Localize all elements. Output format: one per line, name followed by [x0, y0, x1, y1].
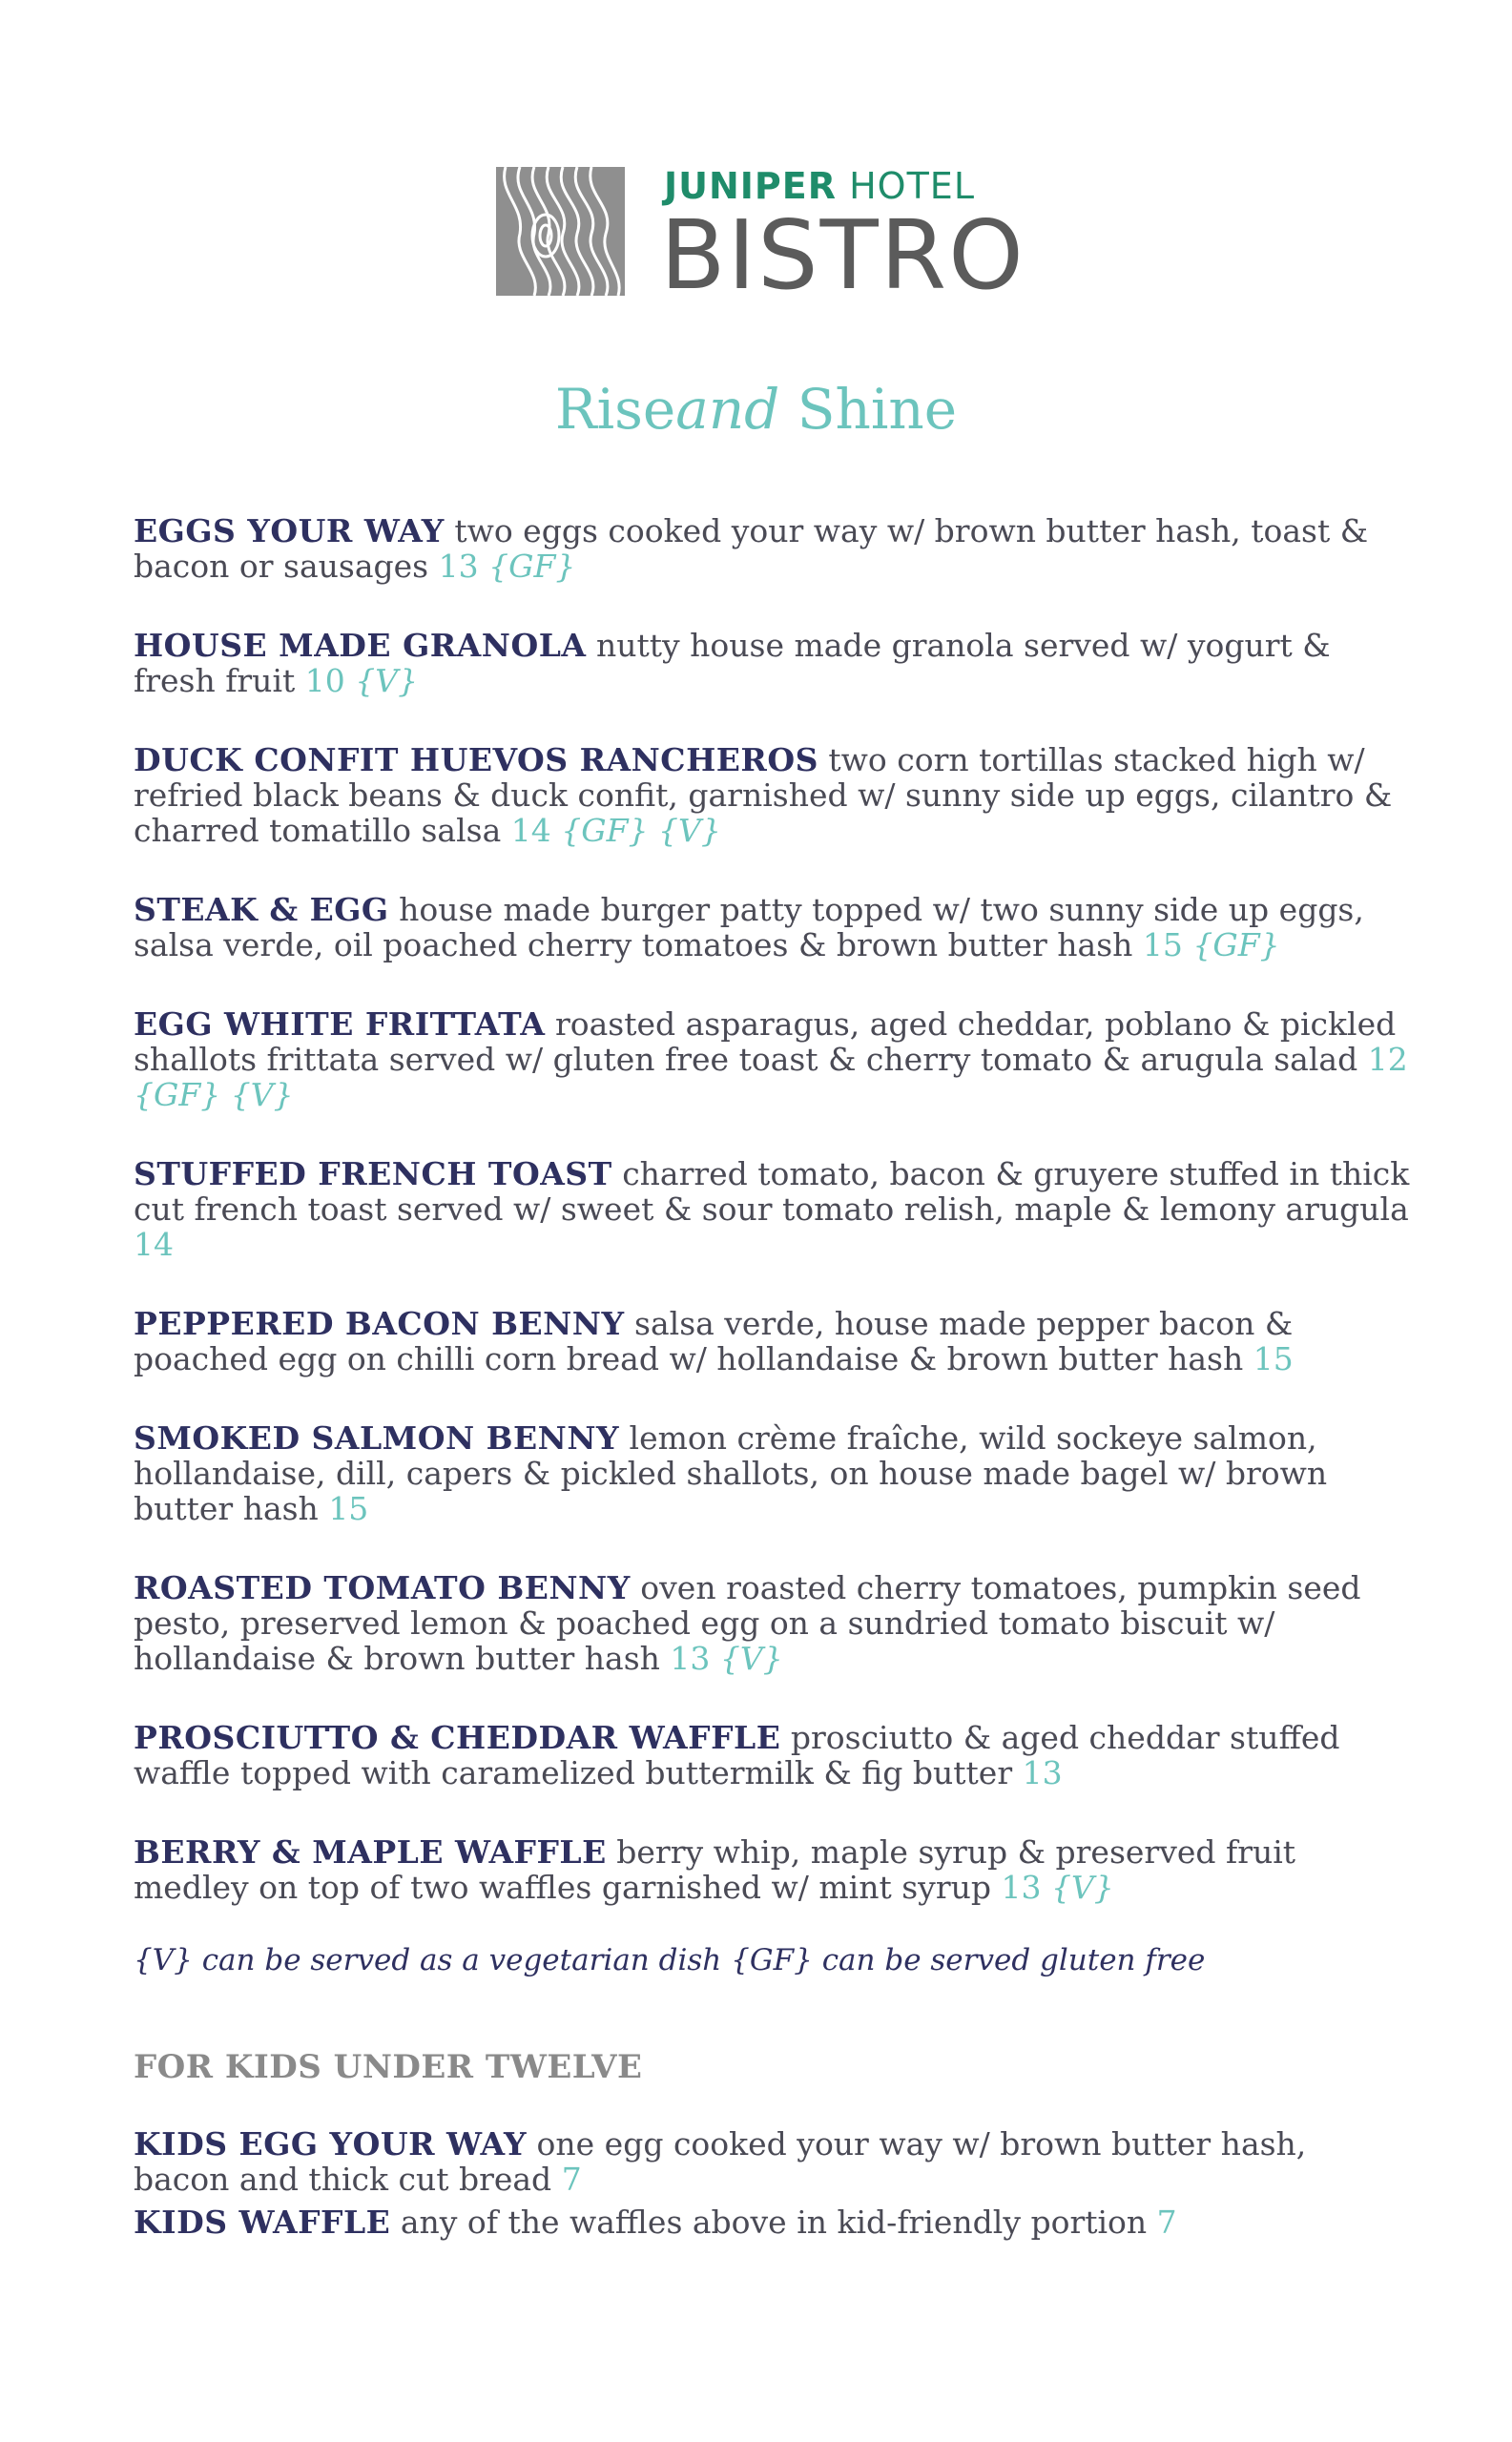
- bistro-logo: [496, 165, 1030, 311]
- item-tags: {V}: [719, 1640, 783, 1677]
- item-price: 13: [670, 1640, 711, 1677]
- item-description: two eggs cooked your way w/ brown butter hash, toast & bacon or sausages: [134, 512, 1369, 585]
- item-name: KIDS EGG YOUR WAY: [134, 2125, 528, 2163]
- item-price: 10: [304, 662, 345, 699]
- item-name: HOUSE MADE GRANOLA: [134, 627, 587, 664]
- item-description: any of the waffles above in kid-friendly portion: [400, 2204, 1148, 2241]
- menu-item: [134, 1306, 1412, 1376]
- item-price: 7: [561, 2161, 582, 2198]
- menu-item: [134, 1720, 1412, 1790]
- item-name: EGGS YOUR WAY: [134, 512, 445, 549]
- item-name: ROASTED TOMATO BENNY: [134, 1569, 631, 1606]
- item-price: 12: [1367, 1041, 1408, 1078]
- item-price: 15: [328, 1490, 369, 1527]
- item-description: two corn tortillas stacked high w/ refried black beans & duck confit, garnished w/ sunny side up eggs, cilantro & charred tomatillo salsa: [134, 741, 1393, 849]
- item-description: house made burger patty topped w/ two sunny side up eggs, salsa verde, oil poached cherry tomatoes & brown butter hash: [134, 891, 1364, 963]
- item-description: roasted asparagus, aged cheddar, poblano & pickled shallots frittata served w/ gluten free toast & cherry tomato & arugula salad: [134, 1005, 1397, 1078]
- item-price: 14: [134, 1226, 174, 1263]
- menu-item: [134, 1570, 1412, 1676]
- item-name: PEPPERED BACON BENNY: [134, 1305, 625, 1342]
- menu-item: [134, 1834, 1412, 1905]
- item-name: KIDS WAFFLE: [134, 2204, 391, 2241]
- kids-menu-item: [134, 2204, 1412, 2240]
- item-description: prosciutto & aged cheddar stuffed waffle topped with caramelized buttermilk & fig butter: [134, 1719, 1340, 1791]
- menu-item: [134, 628, 1412, 698]
- menu-item: [134, 892, 1412, 962]
- hotel-name-rest: HOTEL: [849, 165, 975, 207]
- menu-item: [134, 1420, 1412, 1526]
- topographic-logo-icon: [496, 167, 625, 296]
- menu-item: [134, 1006, 1412, 1112]
- item-tags: {GF}: [488, 548, 576, 585]
- item-name: BERRY & MAPLE WAFFLE: [134, 1833, 607, 1871]
- item-price: 13: [1022, 1754, 1063, 1791]
- title-connector: and: [675, 377, 780, 442]
- item-description: berry whip, maple syrup & preserved fruit medley on top of two waffles garnished w/ mint syrup: [134, 1833, 1296, 1906]
- item-price: 7: [1156, 2204, 1177, 2241]
- dietary-legend: {V} can be served as a vegetarian dish {GF} can be served gluten free: [134, 1943, 1206, 1977]
- item-price: 13: [438, 548, 479, 585]
- item-price: 14: [510, 812, 551, 849]
- item-tags: {GF} {V}: [134, 1076, 294, 1113]
- item-description: oven roasted cherry tomatoes, pumpkin seed pesto, preserved lemon & poached egg on a sundried tomato biscuit w/ hollandaise & brown butter hash: [134, 1569, 1361, 1677]
- kids-section-heading: FOR KIDS UNDER TWELVE: [134, 2048, 643, 2086]
- item-price: 15: [1253, 1340, 1294, 1377]
- item-price: 15: [1142, 926, 1183, 963]
- item-price: 13: [1001, 1869, 1042, 1906]
- item-description: nutty house made granola served w/ yogurt & fresh fruit: [134, 627, 1331, 699]
- breakfast-menu: [134, 513, 1412, 2240]
- item-tags: {V}: [355, 662, 419, 699]
- item-tags: {GF} {V}: [561, 812, 721, 849]
- item-tags: {V}: [1050, 1869, 1114, 1906]
- menu-item: [134, 513, 1412, 584]
- title-word-1: Rise: [554, 377, 676, 442]
- kids-menu-item: [134, 2126, 1412, 2197]
- item-name: EGG WHITE FRITTATA: [134, 1005, 546, 1043]
- item-name: DUCK CONFIT HUEVOS RANCHEROS: [134, 741, 818, 778]
- item-description: one egg cooked your way w/ brown butter hash, bacon and thick cut bread: [134, 2125, 1307, 2198]
- item-description: lemon crème fraîche, wild sockeye salmon, hollandaise, dill, capers & pickled shallots, on house made bagel w/ brown butter hash: [134, 1419, 1328, 1527]
- item-name: STEAK & EGG: [134, 891, 389, 928]
- menu-item: [134, 1156, 1412, 1262]
- item-name: SMOKED SALMON BENNY: [134, 1419, 620, 1457]
- section-title: [0, 377, 1512, 442]
- item-name: PROSCIUTTO & CHEDDAR WAFFLE: [134, 1719, 781, 1756]
- item-tags: {GF}: [1192, 926, 1280, 963]
- item-description: salsa verde, house made pepper bacon & poached egg on chilli corn bread w/ hollandaise & brown butter hash: [134, 1305, 1294, 1377]
- hotel-name-bold: JUNIPER: [664, 165, 838, 207]
- item-name: STUFFED FRENCH TOAST: [134, 1155, 612, 1192]
- item-description: charred tomato, bacon & gruyere stuffed in thick cut french toast served w/ sweet & sour tomato relish, maple & lemony arugula: [134, 1155, 1410, 1228]
- bistro-name: BISTRO: [660, 199, 1025, 311]
- title-word-2: Shine: [797, 377, 958, 442]
- menu-item: [134, 742, 1412, 848]
